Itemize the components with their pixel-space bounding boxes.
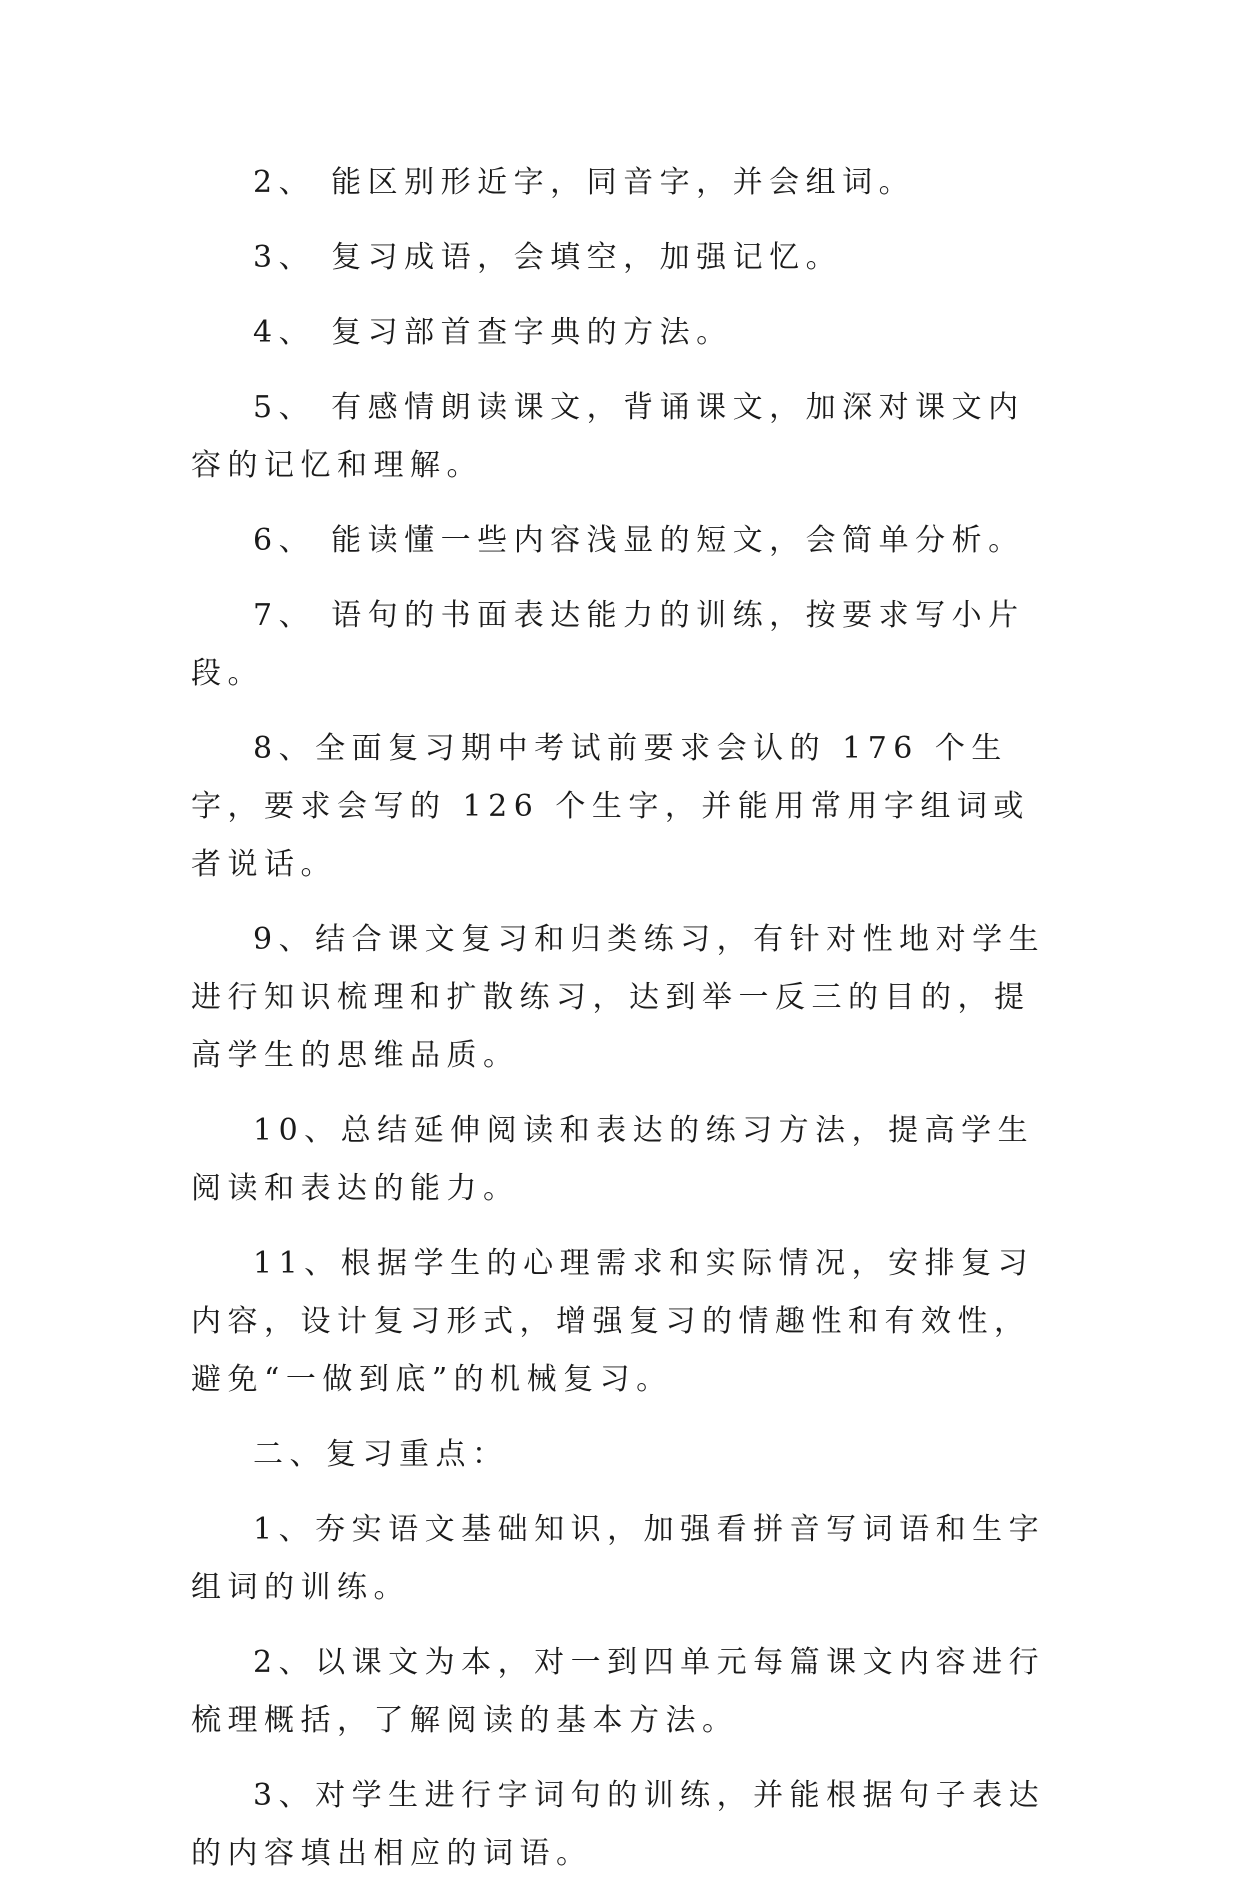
document-body bbox=[191, 154, 1051, 1900]
paragraph-item-11: 11、根据学生的心理需求和实际情况，安排复习内容，设计复习形式，增强复习的情趣性和有效性，避免“一做到底”的机械复习。 bbox=[191, 1246, 1035, 1397]
paragraph-item-4: 4、 复习部首查字典的方法。 bbox=[253, 315, 733, 350]
paragraph-item-8: 8、全面复习期中考试前要求会认的 176 个生字，要求会写的 126 个生字，并能用常用字组词或者说话。 bbox=[191, 731, 1030, 882]
paragraph-item-9: 9、结合课文复习和归类练习，有针对性地对学生进行知识梳理和扩散练习，达到举一反三的目的，提高学生的思维品质。 bbox=[191, 922, 1046, 1073]
paragraph-item-10: 10、总结延伸阅读和表达的练习方法，提高学生阅读和表达的能力。 bbox=[191, 1113, 1035, 1206]
paragraph-item-7: 7、 语句的书面表达能力的训练，按要求写小片段。 bbox=[191, 598, 1025, 691]
focus-item-2: 2、以课文为本，对一到四单元每篇课文内容进行梳理概括，了解阅读的基本方法。 bbox=[191, 1645, 1046, 1738]
paragraph-item-2: 2、 能区别形近字，同音字，并会组词。 bbox=[253, 165, 916, 200]
paragraph-item-3: 3、 复习成语，会填空，加强记忆。 bbox=[253, 240, 843, 275]
paragraph-item-6: 6、 能读懂一些内容浅显的短文，会简单分析。 bbox=[253, 523, 1025, 558]
focus-item-3: 3、对学生进行字词句的训练，并能根据句子表达的内容填出相应的词语。 bbox=[191, 1778, 1046, 1871]
paragraph-item-5: 5、 有感情朗读课文，背诵课文，加深对课文内容的记忆和理解。 bbox=[191, 390, 1025, 483]
focus-item-1: 1、夯实语文基础知识，加强看拼音写词语和生字组词的训练。 bbox=[191, 1512, 1046, 1605]
section-heading-review-focus: 二、复习重点： bbox=[253, 1437, 509, 1472]
